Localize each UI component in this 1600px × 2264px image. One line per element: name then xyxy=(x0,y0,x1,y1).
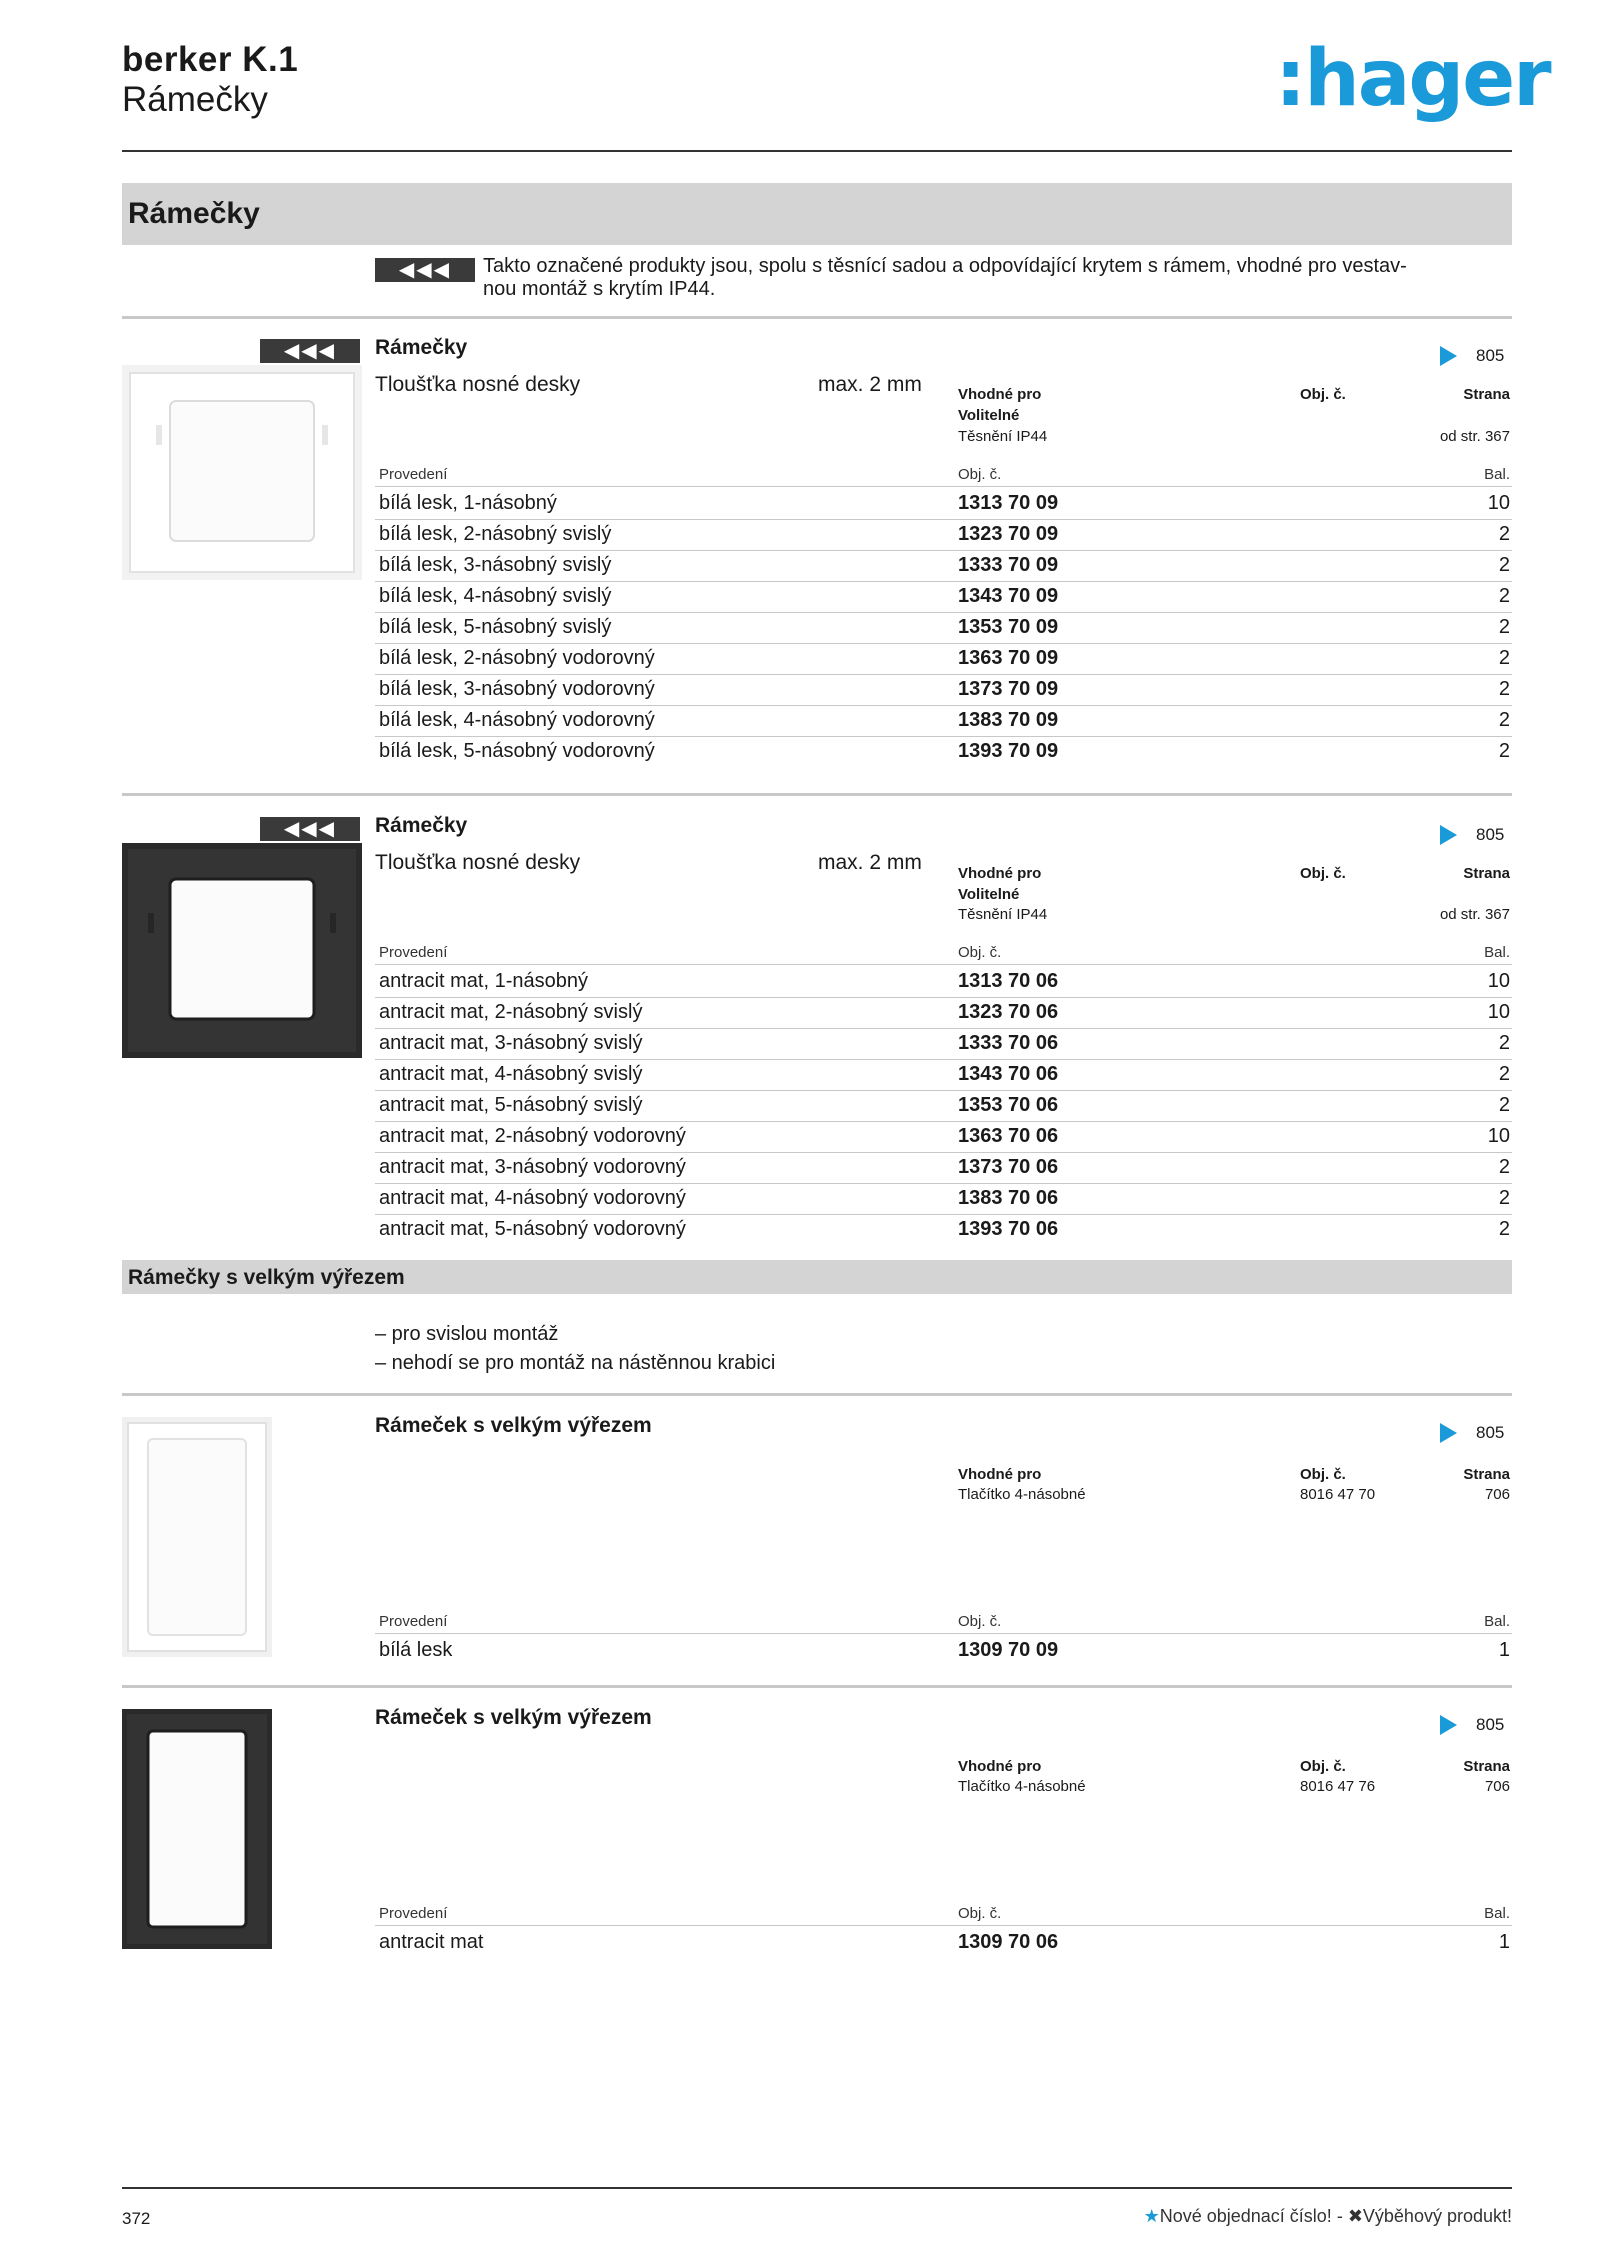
variant: bílá lesk, 3-násobný svislý xyxy=(379,554,612,576)
ip44-icon: ◀◀◀ xyxy=(260,817,360,841)
table-row xyxy=(375,1121,1512,1153)
table-header xyxy=(375,1613,1512,1634)
order-header: Obj. č. xyxy=(1300,1758,1346,1775)
col-order: Obj. č. xyxy=(958,1613,1002,1630)
page-ref[interactable]: 805 xyxy=(1476,1715,1505,1734)
table-header xyxy=(375,466,1512,487)
table-row xyxy=(375,1059,1512,1091)
table-row xyxy=(375,643,1512,675)
order-number: 1313 70 09 xyxy=(958,492,1059,514)
order-number: 1309 70 09 xyxy=(958,1639,1059,1661)
table-row xyxy=(375,612,1512,644)
variant: antracit mat, 5-násobný vodorovný xyxy=(379,1218,686,1240)
variant: bílá lesk, 2-násobný vodorovný xyxy=(379,647,655,669)
legend-new: Nové objednací číslo! xyxy=(1159,2206,1332,2226)
pack-qty: 1 xyxy=(1498,1639,1510,1661)
col-pack: Bal. xyxy=(1484,1905,1510,1922)
divider xyxy=(122,1685,1512,1688)
item-page: 706 xyxy=(1484,1486,1510,1503)
suitable-item: Tlačítko 4-násobné xyxy=(958,1778,1086,1795)
pack-qty: 10 xyxy=(1487,492,1510,514)
ip-note xyxy=(483,255,1503,301)
pack-qty: 10 xyxy=(1487,970,1510,992)
order-number: 1373 70 06 xyxy=(958,1156,1059,1178)
order-number: 1323 70 09 xyxy=(958,523,1059,545)
variant: antracit mat, 2-násobný vodorovný xyxy=(379,1125,686,1147)
page-header: Strana xyxy=(1463,865,1510,882)
pack-qty: 2 xyxy=(1498,1156,1510,1178)
section-title: Rámeček s velkým výřezem xyxy=(375,1414,652,1437)
pack-qty: 2 xyxy=(1498,585,1510,607)
section-title: Rámeček s velkým výřezem xyxy=(375,1706,652,1729)
variant: antracit mat, 3-násobný svislý xyxy=(379,1032,643,1054)
col-pack: Bal. xyxy=(1484,1613,1510,1630)
page-number: 372 xyxy=(122,2209,151,2228)
table-row xyxy=(375,1183,1512,1215)
header-divider xyxy=(122,150,1512,152)
pack-qty: 2 xyxy=(1498,523,1510,545)
page-ref[interactable]: 805 xyxy=(1476,825,1505,844)
order-number: 1383 70 09 xyxy=(958,709,1059,731)
table-row xyxy=(375,705,1512,737)
seal-label: Těsnění IP44 xyxy=(958,906,1048,923)
order-number: 1309 70 06 xyxy=(958,1931,1059,1953)
optional-label: Volitelné xyxy=(958,886,1020,903)
pack-qty: 10 xyxy=(1487,1001,1510,1023)
thickness-label: Tloušťka nosné desky xyxy=(375,851,581,874)
play-icon[interactable] xyxy=(1440,1715,1457,1735)
subsection-band xyxy=(122,1260,1512,1294)
variant: bílá lesk, 3-násobný vodorovný xyxy=(379,678,655,700)
ip44-icon: ◀◀◀ xyxy=(375,258,475,282)
anthracite-frame-image xyxy=(122,843,362,1058)
page-ref[interactable]: 805 xyxy=(1476,1423,1505,1442)
variant: antracit mat, 5-násobný svislý xyxy=(379,1094,643,1116)
order-number: 1333 70 06 xyxy=(958,1032,1059,1054)
pack-qty: 1 xyxy=(1498,1931,1510,1953)
pack-qty: 2 xyxy=(1498,1094,1510,1116)
table-row xyxy=(375,1214,1512,1245)
table-row xyxy=(375,1028,1512,1060)
variant: bílá lesk, 5-násobný svislý xyxy=(379,616,612,638)
white-large-frame-image xyxy=(122,1417,272,1657)
pack-qty: 2 xyxy=(1498,740,1510,762)
table-row xyxy=(375,966,1512,998)
order-number: 1393 70 09 xyxy=(958,740,1059,762)
order-number: 1393 70 06 xyxy=(958,1218,1059,1240)
variant: bílá lesk, 4-násobný svislý xyxy=(379,585,612,607)
order-header: Obj. č. xyxy=(1300,386,1346,403)
divider xyxy=(122,316,1512,319)
col-pack: Bal. xyxy=(1484,944,1510,961)
divider xyxy=(122,1393,1512,1396)
ip-note-line2: nou montáž s krytím IP44. xyxy=(483,278,716,300)
pack-qty: 2 xyxy=(1498,678,1510,700)
table-row xyxy=(375,1152,1512,1184)
table-row xyxy=(375,1635,1512,1666)
pack-qty: 2 xyxy=(1498,1032,1510,1054)
order-number: 1353 70 09 xyxy=(958,616,1059,638)
col-variant: Provedení xyxy=(379,1905,448,1922)
col-variant: Provedení xyxy=(379,1613,448,1630)
order-number: 1383 70 06 xyxy=(958,1187,1059,1209)
table-row xyxy=(375,674,1512,706)
variant: bílá lesk xyxy=(379,1639,453,1661)
order-header: Obj. č. xyxy=(1300,865,1346,882)
legend-phase-out: Výběhový produkt! xyxy=(1362,2206,1512,2226)
order-number: 1353 70 06 xyxy=(958,1094,1059,1116)
variant: bílá lesk, 1-násobný xyxy=(379,492,557,514)
page-ref[interactable]: 805 xyxy=(1476,346,1505,365)
divider xyxy=(122,793,1512,796)
col-order: Obj. č. xyxy=(958,944,1002,961)
item-order: 8016 47 76 xyxy=(1300,1778,1376,1795)
star-icon: ★ xyxy=(1143,2206,1160,2226)
table-row xyxy=(375,1090,1512,1122)
suitable-header: Vhodné pro xyxy=(958,386,1042,403)
optional-label: Volitelné xyxy=(958,407,1020,424)
bullet: – nehodí se pro montáž na nástěnnou krabici xyxy=(375,1352,776,1374)
order-number: 1313 70 06 xyxy=(958,970,1059,992)
item-page: 706 xyxy=(1484,1778,1510,1795)
footer-divider xyxy=(122,2187,1512,2189)
variant: antracit mat, 1-násobný xyxy=(379,970,588,992)
suitable-item: Tlačítko 4-násobné xyxy=(958,1486,1086,1503)
pack-qty: 2 xyxy=(1498,1218,1510,1240)
section-title: Rámečky xyxy=(375,814,468,837)
pack-qty: 2 xyxy=(1498,1063,1510,1085)
suitable-header: Vhodné pro xyxy=(958,865,1042,882)
table-row xyxy=(375,519,1512,551)
col-order: Obj. č. xyxy=(958,1905,1002,1922)
order-number: 1323 70 06 xyxy=(958,1001,1059,1023)
variant: antracit mat, 2-násobný svislý xyxy=(379,1001,643,1023)
pack-qty: 2 xyxy=(1498,1187,1510,1209)
play-icon[interactable] xyxy=(1440,1423,1457,1443)
item-order: 8016 47 70 xyxy=(1300,1486,1376,1503)
table-header xyxy=(375,1905,1512,1926)
pack-qty: 2 xyxy=(1498,554,1510,576)
band-title: Rámečky s velkým výřezem xyxy=(128,1266,405,1289)
page-header: Strana xyxy=(1463,1466,1510,1483)
anthracite-large-frame-image xyxy=(122,1709,272,1949)
brand-title: berker K.1 xyxy=(122,40,299,79)
order-number: 1363 70 09 xyxy=(958,647,1059,669)
thickness-value: max. 2 mm xyxy=(818,373,922,396)
table-row xyxy=(375,581,1512,613)
section-band xyxy=(122,183,1512,245)
suitable-header: Vhodné pro xyxy=(958,1466,1042,1483)
order-number: 1363 70 06 xyxy=(958,1125,1059,1147)
pack-qty: 2 xyxy=(1498,647,1510,669)
suitable-header: Vhodné pro xyxy=(958,1758,1042,1775)
page-subtitle: Rámečky xyxy=(122,80,268,119)
pack-qty: 2 xyxy=(1498,616,1510,638)
variant: bílá lesk, 5-násobný vodorovný xyxy=(379,740,655,762)
bullet: – pro svislou montáž xyxy=(375,1323,559,1345)
cross-icon: ✖ xyxy=(1347,2206,1363,2226)
band-title: Rámečky xyxy=(128,197,260,230)
order-number: 1333 70 09 xyxy=(958,554,1059,576)
table-row xyxy=(375,997,1512,1029)
pack-qty: 10 xyxy=(1487,1125,1510,1147)
variant: antracit mat xyxy=(379,1931,484,1953)
ip44-icon: ◀◀◀ xyxy=(260,339,360,363)
table-row xyxy=(375,1927,1512,1958)
play-icon[interactable] xyxy=(1440,825,1457,845)
variant: antracit mat, 4-násobný svislý xyxy=(379,1063,643,1085)
col-variant: Provedení xyxy=(379,466,448,483)
variant: antracit mat, 3-násobný vodorovný xyxy=(379,1156,686,1178)
seal-label: Těsnění IP44 xyxy=(958,428,1048,445)
page-header: Strana xyxy=(1463,386,1510,403)
order-number: 1373 70 09 xyxy=(958,678,1059,700)
order-header: Obj. č. xyxy=(1300,1466,1346,1483)
seal-ref: od str. 367 xyxy=(1439,428,1510,445)
hager-logo: :hager xyxy=(1275,34,1550,124)
table-row xyxy=(375,736,1512,767)
table-row xyxy=(375,488,1512,520)
order-number: 1343 70 06 xyxy=(958,1063,1059,1085)
white-frame-image xyxy=(122,365,362,580)
col-variant: Provedení xyxy=(379,944,448,961)
legend-separator: - xyxy=(1331,2206,1348,2226)
section-title: Rámečky xyxy=(375,336,468,359)
table-header xyxy=(375,944,1512,965)
col-pack: Bal. xyxy=(1484,466,1510,483)
table-row xyxy=(375,550,1512,582)
order-number: 1343 70 09 xyxy=(958,585,1059,607)
variant: bílá lesk, 2-násobný svislý xyxy=(379,523,612,545)
footer-legend xyxy=(1144,2206,1512,2227)
variant: bílá lesk, 4-násobný vodorovný xyxy=(379,709,655,731)
pack-qty: 2 xyxy=(1498,709,1510,731)
thickness-label: Tloušťka nosné desky xyxy=(375,373,581,396)
seal-ref: od str. 367 xyxy=(1439,906,1510,923)
col-order: Obj. č. xyxy=(958,466,1002,483)
page-header: Strana xyxy=(1463,1758,1510,1775)
thickness-value: max. 2 mm xyxy=(818,851,922,874)
variant: antracit mat, 4-násobný vodorovný xyxy=(379,1187,686,1209)
ip-note-line1: Takto označené produkty jsou, spolu s těsnící sadou a odpovídající krytem s rámem, vhodné pro vestav- xyxy=(483,255,1407,277)
play-icon[interactable] xyxy=(1440,346,1457,366)
